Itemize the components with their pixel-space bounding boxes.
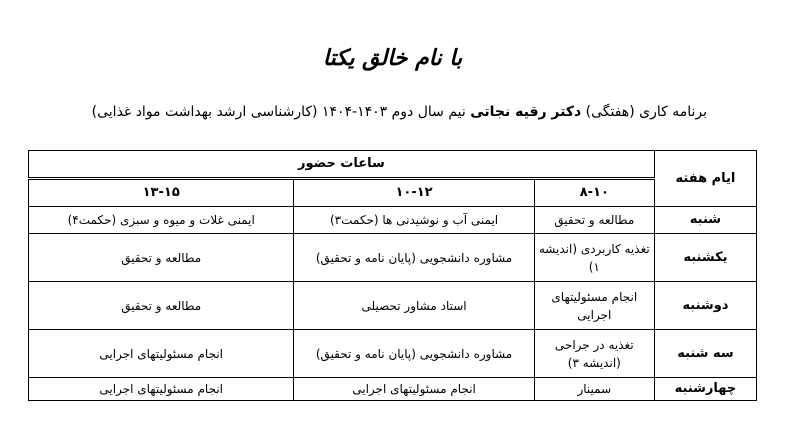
subtitle-suffix: نیم سال دوم ۱۴۰۳-۱۴۰۴ (کارشناسی ارشد بهداشت مواد غذایی) (91, 104, 466, 120)
day-cell: شنبه (654, 207, 756, 234)
schedule-cell: ایمنی آب و نوشیدنی ها (حکمت۳) (294, 207, 534, 234)
weekly-schedule-table (28, 150, 757, 401)
table-row (29, 378, 757, 401)
time-slot-header: ۱۳-۱۵ (29, 179, 294, 207)
table-row (29, 330, 757, 378)
schedule-cell: تغذیه در جراحی (اندیشه ۳) (534, 330, 654, 378)
table-row (29, 234, 757, 282)
time-slot-row (29, 179, 757, 207)
schedule-cell: مشاوره دانشجویی (پایان نامه و تحقیق) (294, 234, 534, 282)
table-row (29, 282, 757, 330)
day-cell: چهارشنبه (654, 378, 756, 401)
schedule-cell: استاد مشاور تحصیلی (294, 282, 534, 330)
day-cell: سه شنبه (654, 330, 756, 378)
schedule-cell: مطالعه و تحقیق (29, 234, 294, 282)
schedule-cell: تغذیه کاربردی (اندیشه ۱) (534, 234, 654, 282)
time-slot-header: ۱۰-۱۲ (294, 179, 534, 207)
schedule-cell: سمینار (534, 378, 654, 401)
subtitle-name: دکتر رقیه نجاتی (470, 104, 582, 120)
table-row (29, 207, 757, 234)
header-row (29, 151, 757, 179)
schedule-cell: انجام مسئولیتهای اجرایی (294, 378, 534, 401)
schedule-cell: مطالعه و تحقیق (29, 282, 294, 330)
subtitle-prefix: برنامه کاری (هفتگی) (585, 104, 707, 120)
day-cell: دوشنبه (654, 282, 756, 330)
schedule-subtitle (92, 104, 707, 120)
time-slot-header: ۸-۱۰ (534, 179, 654, 207)
schedule-cell: انجام مسئولیتهای اجرایی (534, 282, 654, 330)
hours-header: ساعات حضور (29, 151, 655, 179)
schedule-cell: انجام مسئولیتهای اجرایی (29, 330, 294, 378)
day-column-header: ایام هفته (654, 151, 756, 207)
page-title: با نام خالق یکتا (322, 46, 463, 71)
day-cell: یکشنبه (654, 234, 756, 282)
schedule-cell: انجام مسئولیتهای اجرایی (29, 378, 294, 401)
schedule-cell: مطالعه و تحقیق (534, 207, 654, 234)
schedule-cell: مشاوره دانشجویی (پایان نامه و تحقیق) (294, 330, 534, 378)
schedule-cell: ایمنی غلات و میوه و سبزی (حکمت۴) (29, 207, 294, 234)
